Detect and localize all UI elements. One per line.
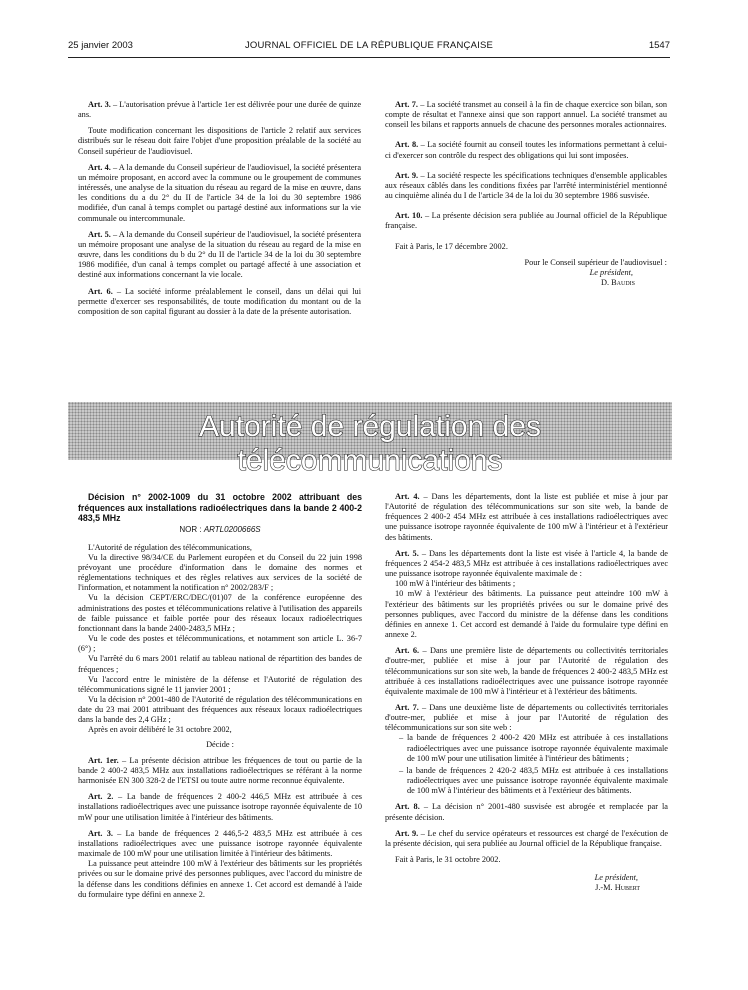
preamble-line: Vu la décision CEPT/ERC/DEC/(01)07 de la conférence européenne des administrations des postes et télécommunications relative à l'utilisation des appareils de faible puissance et faible portée pour des réseaux locaux radioélectriques fonctionnant dans la bande 2400-2483,5 MHz ;: [78, 593, 362, 633]
article: Art. 6. – Dans une première liste de départements ou collectivités territoriales d'outre-mer, publiée et mise à jour par l'Autorité de régulation des télécommunications sur son site web, la bande de fréquences 2 400-2 483,5 MHz est attribuée à ces installations radioélectriques avec une puissance isotrope rayonnée équivalente maximale de 100 mW à l'intérieur et à l'extérieur des bâtiments.: [385, 646, 668, 696]
article: Art. 7. – La société transmet au conseil à la fin de chaque exercice son bilan, son compte de résultat et l'annexe ainsi que son rapport annuel. La société transmet au conseil les bilans et rapports annuels de chacune des personnes morales actionnaires.: [385, 100, 667, 130]
article: Art. 3. – La bande de fréquences 2 446,5-2 483,5 MHz est attribuée à ces installations radioélectriques avec une puissance isotrope rayonnée équivalente maximale de 100 mW pour une utilisation limitée à l'intérieur des bâtiments.: [78, 828, 362, 859]
signature-role: Le président,: [589, 267, 633, 277]
article: Art. 4. – Dans les départements, dont la liste est publiée et mise à jour par l'Autorité de régulation des télécommunications sur son site web, la bande de fréquences 2 400-2 454 MHz est attribuée à ces installations radioélectriques avec une puissance isotrope rayonnée équivalente de 100 mW à l'intérieur et à l'extérieur des bâtiments.: [385, 492, 668, 542]
article: Art. 1er. – La présente décision attribue les fréquences de tout ou partie de la bande 2 400-2 483,5 MHz aux installations radioélectriques se référant à la norme harmonisée EN 300 328-2 de l'ETSI ou toute autre norme reconnue équivalente.: [78, 755, 362, 786]
paragraph: Toute modification concernant les dispositions de l'article 2 relatif aux services distribués sur le réseau doit faire l'objet d'une proposition préalable de la société au Conseil supérieur de l'audiovisuel.: [78, 126, 361, 156]
preamble-line: L'Autorité de régulation des télécommunications,: [88, 542, 252, 552]
bottom-right-column: [385, 492, 668, 893]
signature-name: J.-M. Hubert: [595, 883, 640, 893]
preamble-line: Vu la directive 98/34/CE du Parlement européen et du Conseil du 22 juin 1998 prévoyant une procédure d'information dans le domaine des normes et réglementations techniques et des règles relatives aux services de la société de l'information, et notamment la notification n° 2002/283/F ;: [78, 552, 362, 593]
signature-place-date: Fait à Paris, le 17 décembre 2002.: [395, 241, 508, 251]
article: Art. 3. – L'autorisation prévue à l'article 1er est délivrée pour une durée de quinze ans.: [78, 100, 361, 120]
article: Art. 2. – La bande de fréquences 2 400-2 446,5 MHz est attribuée à ces installations radioélectriques avec une puissance isotrope rayonnée équivalente de 10 mW pour une utilisation limitée à l'intérieur des bâtiments.: [78, 792, 362, 822]
top-right-column: [385, 100, 667, 288]
article: Art. 4. – A la demande du Conseil supérieur de l'audiovisuel, la société présentera un mémoire proposant, en accord avec la commune ou le groupement de communes intéressés, une analyse de la situation du réseau au regard de la mise en œuvre, dans les conditions du a du 2° du II de l'article 34 de la loi du 30 septembre 1986 modifiée, d'un canal à temps complet ou partagé destiné aux informations sur la vie communale ou intercommunale.: [78, 162, 361, 223]
article: Art. 5. – A la demande du Conseil supérieur de l'audiovisuel, la société présentera un mémoire proposant une analyse de la situation du réseau au regard de la mise en œuvre, dans les conditions du b du 2° du II de l'article 34 de la loi du 30 septembre 1986 modifiée, d'un canal à temps complet ou partagé affecté à une association et destiné aux informations concernant la vie locale.: [78, 229, 361, 280]
nor-reference: NOR : ARTL0200666S: [179, 524, 261, 534]
preamble-line: Vu l'arrêté du 6 mars 2001 relatif au tableau national de répartition des bandes de fréquences ;: [78, 654, 362, 674]
article: Art. 5. – Dans les départements dont la liste est visée à l'article 4, la bande de fréquences 2 454-2 483,5 MHz est attribuée à ces installations radioélectriques avec une puissance isotrope rayonnée équivalente maximale de :: [385, 548, 668, 579]
preamble-line: Vu le code des postes et télécommunications, et notamment son article L. 36-7 (6°) ;: [78, 634, 362, 654]
preamble-line: Vu la décision n° 2001-480 de l'Autorité de régulation des télécommunications en date du 23 mai 2001 attribuant des fréquences aux réseaux locaux radioélectriques dans la bande des 2,4 GHz ;: [78, 695, 362, 725]
paragraph: 100 mW à l'intérieur des bâtiments ;: [395, 579, 516, 589]
header-page-number: 1547: [648, 40, 670, 51]
article: Art. 9. – La société respecte les spécifications techniques d'ensemble applicables aux réseaux câblés dans les conditions fixées par l'arrêté interministériel mentionné au cinquième alinéa du I de l'article 34 de la loi du 30 septembre 1986 susvisée.: [385, 170, 667, 201]
article: Art. 6. – La société informe préalablement le conseil, dans un délai qui lui permette d'exercer ses responsabilités, de toute modification du montant ou de la composition de son capital figurant au dossier à la date de la présente autorisation.: [78, 286, 361, 316]
list-item: – la bande de fréquences 2 420-2 483,5 MHz est attribuée à ces installations radioélectriques avec une puissance isotrope rayonnée équivalente maximale de 100 mW à l'intérieur des bâtiments et à l'extérieur des bâtiments.: [399, 765, 668, 796]
signature-role: Le président,: [594, 873, 638, 883]
header-rule: [68, 57, 670, 58]
paragraph: 10 mW à l'extérieur des bâtiments. La puissance peut atteindre 100 mW à l'extérieur des bâtiments sur les propriétés privées ou sur le domaine privé des personnes publiques, avec l'accord du ministre de la défense dans les conditions définies en annexe 1. Cet accord est demandé à l'aide du formulaire type défini en annexe 2.: [385, 589, 668, 640]
decision-title: Décision n° 2002-1009 du 31 octobre 2002 attribuant des fréquences aux installations radioélectriques dans la bande 2 400-2 483,5 MHz: [78, 492, 362, 523]
preamble-line: Après en avoir délibéré le 31 octobre 2002,: [88, 725, 232, 735]
preamble-line: Vu l'accord entre le ministère de la défense et l'Autorité de régulation des télécommunications signé le 11 janvier 2001 ;: [78, 674, 362, 694]
header-date: 25 janvier 2003: [68, 40, 133, 51]
section-banner: [68, 402, 672, 477]
page-header: [68, 40, 670, 56]
article: Art. 7. – Dans une deuxième liste de départements ou collectivités territoriales d'outre-mer, publiée et mise à jour par l'Autorité de régulation des télécommunications sur son site web :: [385, 702, 668, 733]
paragraph: La puissance peut atteindre 100 mW à l'extérieur des bâtiments sur les propriétés privées ou sur le domaine privé des personnes publiques, avec l'accord du ministre de la défense dans les conditions définies en annexe 1. Cet accord est demandé à l'aide du formulaire type défini en annexe 2.: [78, 859, 362, 899]
decide-heading: Décide :: [206, 739, 234, 749]
article: Art. 9. – Le chef du service opérateurs et ressources est chargé de l'exécution de la présente décision, qui sera publiée au Journal officiel de la République française.: [385, 828, 668, 848]
list-item: – la bande de fréquences 2 400-2 420 MHz est attribuée à ces installations radioélectriques avec une puissance isotrope rayonnée équivalente maximale de 100 mW pour une utilisation limitée à l'intérieur des bâtiments ;: [399, 733, 668, 763]
signature-name: D. Baudis: [600, 278, 635, 288]
article: Art. 8. – La décision n° 2001-480 susvisée est abrogée et remplacée par la présente décision.: [385, 802, 668, 822]
header-journal-title: JOURNAL OFFICIEL DE LA RÉPUBLIQUE FRANÇAISE: [244, 40, 494, 51]
top-left-column: [78, 100, 361, 323]
article: Art. 8. – La société fournit au conseil toutes les informations permettant à celui-ci d'exercer son contrôle du respect des obligations qui lui sont imposées.: [385, 140, 667, 160]
bottom-left-column: [78, 492, 362, 906]
article: Art. 10. – La présente décision sera publiée au Journal officiel de la République française.: [385, 211, 667, 231]
signature-for: Pour le Conseil supérieur de l'audiovisuel :: [524, 257, 667, 267]
signature-place-date: Fait à Paris, le 31 octobre 2002.: [395, 855, 501, 864]
banner-title: Autorité de régulation des télécommunications: [199, 410, 541, 477]
